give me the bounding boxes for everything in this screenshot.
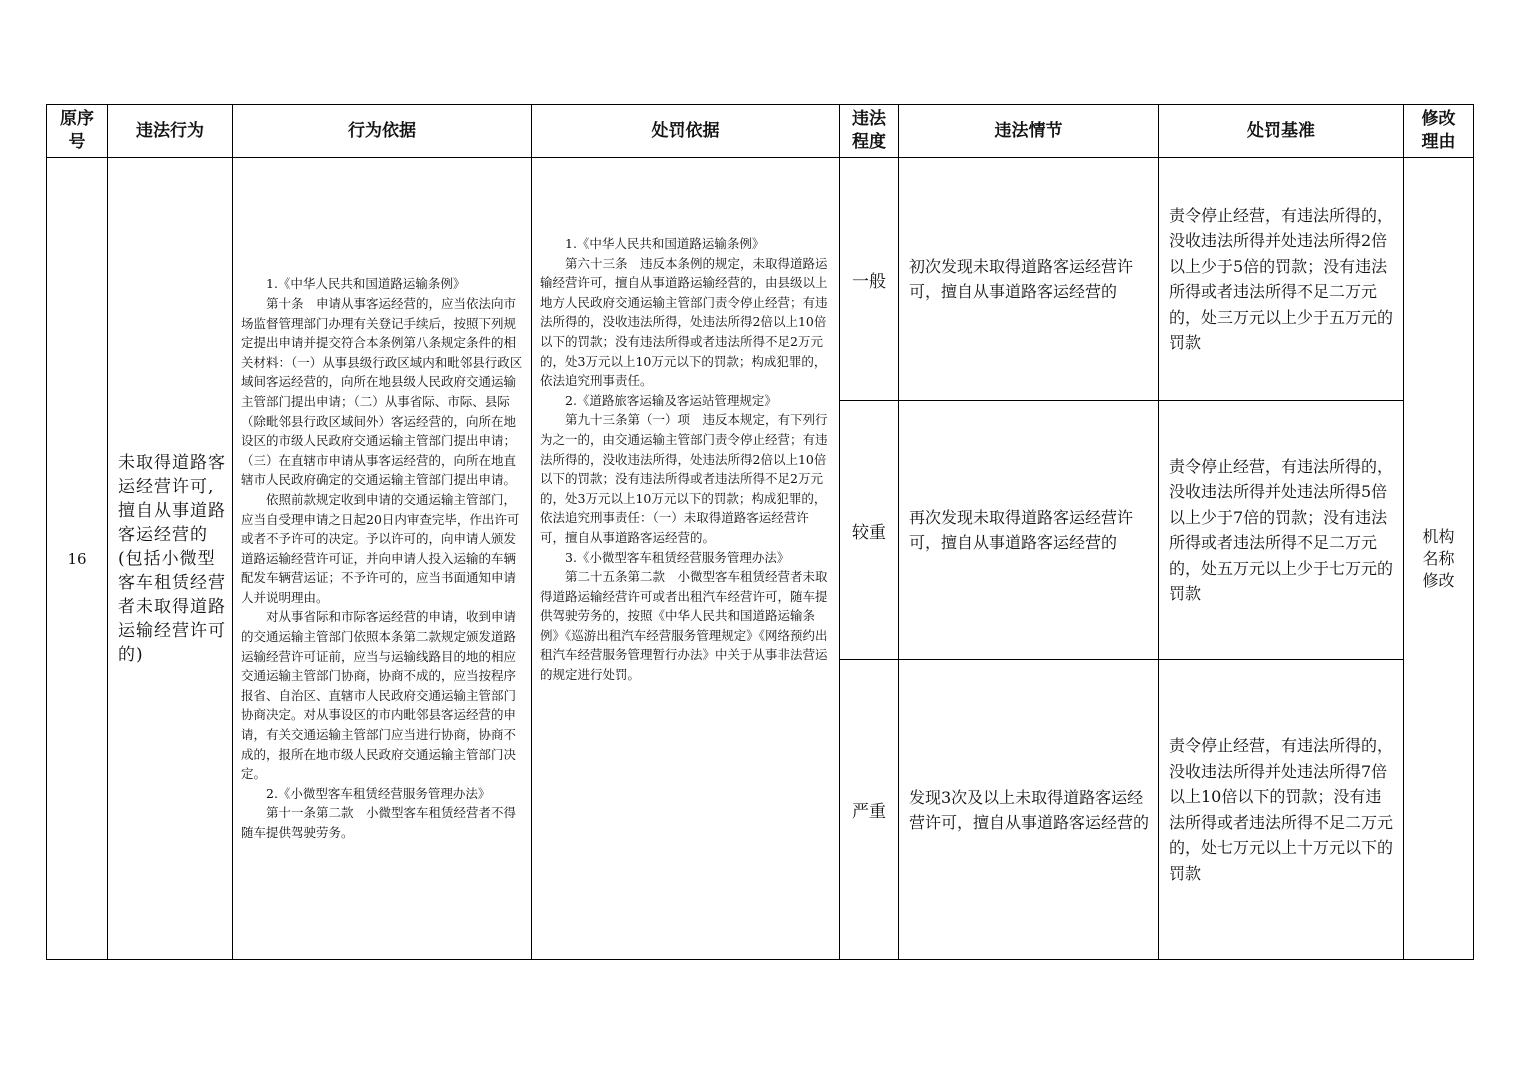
standard-severe: 责令停止经营，有违法所得的，没收违法所得并处违法所得7倍以上10倍以下的罚款；没有违法所得或者违法所得不足二万元的，处七万元以上十万元以下的罚款 xyxy=(1159,660,1404,960)
circumstance-general: 初次发现未取得道路客运经营许可，擅自从事道路客运经营的 xyxy=(899,158,1159,401)
row-reason xyxy=(1404,158,1474,960)
basis-article-11: 第十一条第二款 小微型客车租赁经营者不得随车提供驾驶劳务。 xyxy=(241,805,517,841)
penalty-article-25: 第二十五条第二款 小微型客车租赁经营者未取得道路运输经营许可或者出租汽车经营许可，随车提供驾驶劳务的，按照《中华人民共和国道路运输条例》《巡游出租汽车经营服务管理规定》《网络预约出租汽车经营服务管理暂行办法》中关于从事非法营运的规定进行处罚。 xyxy=(540,569,828,683)
header-seq: 原序 号 xyxy=(47,105,108,158)
penalty-regulation-title: 3.《小微型客车租赁经营服务管理办法》 xyxy=(565,549,790,565)
header-row xyxy=(47,105,1474,158)
row-violation: 未取得道路客运经营许可,擅自从事道路客运经营的(包括小微型客车租赁经营者未取得道路运输经营许可的) xyxy=(108,158,233,960)
basis-paragraph-3: 对从事省际和市际客运经营的申请，收到申请的交通运输主管部门依照本条第二款规定颁发道路运输经营许可证前，应当与运输线路目的地的相应交通运输主管部门协商，协商不成的，应当按程序报省、自治区、直辖市人民政府交通运输主管部门协商决定。对从事设区的市内毗邻县客运经营的申请，有关交通运输主管部门应当进行协商，协商不成的，报所在地市级人民政府交通运输主管部门决定。 xyxy=(241,609,517,782)
header-penalty-basis: 处罚依据 xyxy=(532,105,840,158)
degree-severe: 严重 xyxy=(840,660,899,960)
header-degree: 违法 程度 xyxy=(840,105,899,158)
header-basis: 行为依据 xyxy=(233,105,532,158)
standard-general: 责令停止经营，有违法所得的，没收违法所得并处违法所得2倍以上少于5倍的罚款；没有违法所得或者违法所得不足二万元的，处三万元以上少于五万元的罚款 xyxy=(1159,158,1404,401)
header-standard: 处罚基准 xyxy=(1159,105,1404,158)
circumstance-serious: 再次发现未取得道路客运经营许可，擅自从事道路客运经营的 xyxy=(899,401,1159,660)
row-behavior-basis xyxy=(233,158,532,960)
reason-line-3: 修改 xyxy=(1422,570,1455,590)
header-circumstance: 违法情节 xyxy=(899,105,1159,158)
row-penalty-basis xyxy=(532,158,840,960)
penalty-law-title: 1.《中华人民共和国道路运输条例》 xyxy=(565,236,765,251)
basis-paragraph-2: 依照前款规定收到申请的交通运输主管部门，应当自受理申请之日起20日内审查完毕，作出许可或者不予许可的决定。予以许可的，向申请人颁发道路运输经营许可证，并向申请人投入运输的车辆配发车辆营运证；不予许可的，应当书面通知申请人并说明理由。 xyxy=(241,491,520,605)
circumstance-severe: 发现3次及以上未取得道路客运经营许可，擅自从事道路客运经营的 xyxy=(899,660,1159,960)
penalty-article-63: 第六十三条 违反本条例的规定，未取得道路运输经营许可，擅自从事道路运输经营的，由县级以上地方人民政府交通运输主管部门责令停止经营；有违法所得的，没收违法所得，处违法所得2倍以上10倍以下的罚款；没有违法所得或者违法所得不足2万元的，处3万元以上10万元以下的罚款；构成犯罪的，依法追究刑事责任。 xyxy=(540,255,828,389)
row-seq: 16 xyxy=(47,158,108,960)
standard-serious: 责令停止经营，有违法所得的，没收违法所得并处违法所得5倍以上少于7倍的罚款；没有违法所得或者违法所得不足二万元的，处五万元以上少于七万元的罚款 xyxy=(1159,401,1404,660)
table-row xyxy=(47,158,1474,401)
header-act: 违法行为 xyxy=(108,105,233,158)
basis-regulation-title: 2.《小微型客车租赁经营服务管理办法》 xyxy=(266,785,491,801)
degree-serious: 较重 xyxy=(840,401,899,660)
reason-line-2: 名称 xyxy=(1422,548,1455,568)
header-reason: 修改 理由 xyxy=(1404,105,1474,158)
basis-law-title: 1.《中华人民共和国道路运输条例》 xyxy=(266,276,466,292)
degree-general: 一般 xyxy=(840,158,899,401)
penalty-standard-table xyxy=(46,104,1474,960)
reason-line-1: 机构 xyxy=(1422,526,1455,546)
penalty-article-93: 第九十三条第（一）项 违反本规定，有下列行为之一的，由交通运输主管部门责令停止经营；有违法所得的，没收违法所得，处违法所得2倍以上10倍以下的罚款；没有违法所得或者违法所得不足2万元的，处3万元以上10万元以下的罚款；构成犯罪的，依法追究刑事责任：（一）未取得道路客运经营许可，擅自从事道路客运经营的。 xyxy=(540,412,828,545)
penalty-rule-title: 2.《道路旅客运输及客运站管理规定》 xyxy=(565,392,777,408)
basis-article-10: 第十条 申请从事客运经营的，应当依法向市场监督管理部门办理有关登记手续后，按照下列规定提出申请并提交符合本条例第八条规定条件的相关材料：（一）从事县级行政区域内和毗邻县行政区域间客运经营的，向所在地县级人民政府交通运输主管部门提出申请；（二）从事省际、市际、县际（除毗邻县行政区域间外）客运经营的，向所在地设区的市级人民政府交通运输主管部门提出申请；（三）在直辖市申请从事客运经营的，向所在地直辖市人民政府确定的交通运输主管部门提出申请。 xyxy=(241,295,523,488)
